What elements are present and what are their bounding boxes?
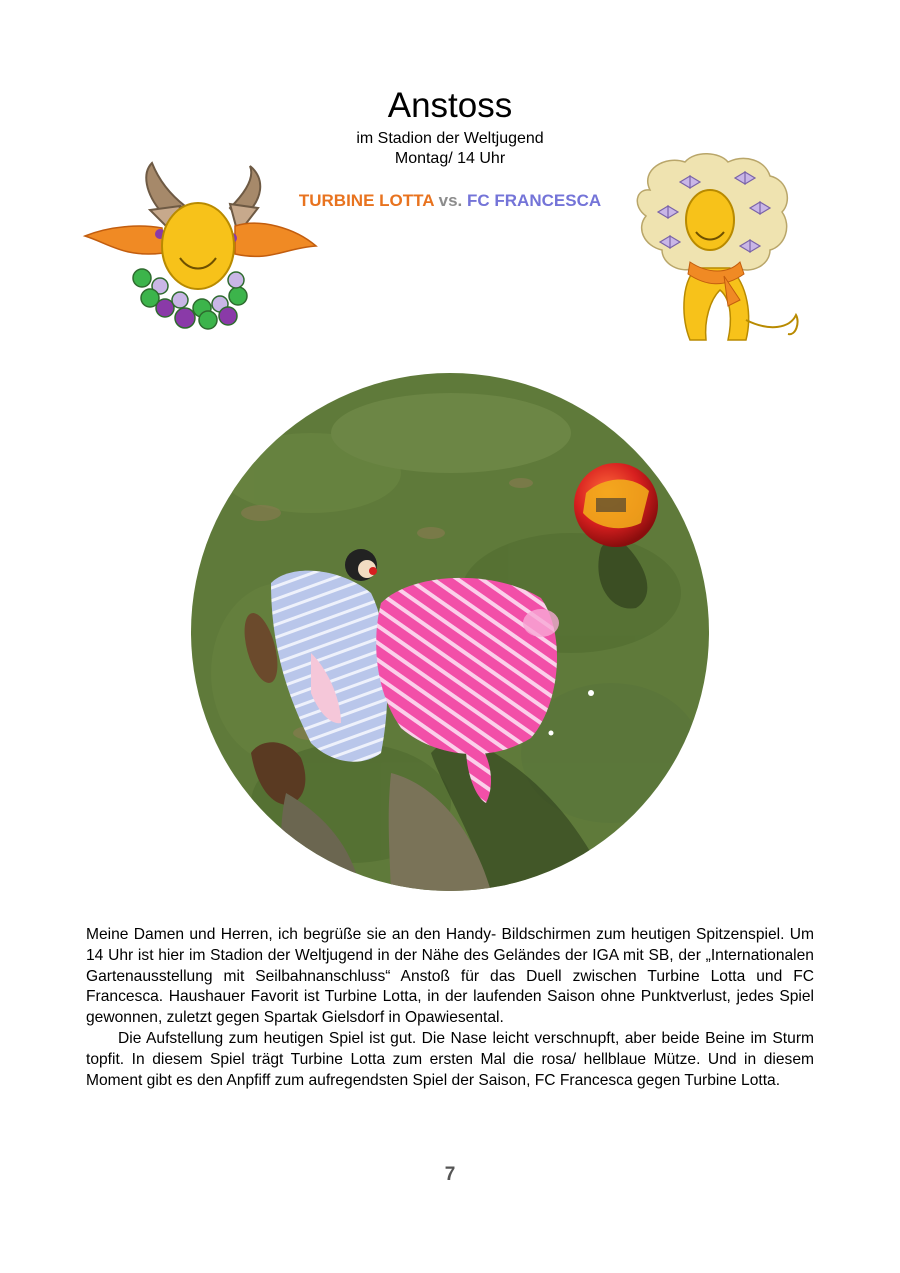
article-paragraph: Meine Damen und Herren, ich begrüße sie an den Handy- Bildschirmen zum heutigen Spitzenspiel. Um 14 Uhr ist hier im Stadion der Weltjugend in der Nähe des Geländes der IGA mit SB, der „Internationalen Gartenausstellung mit Seilbahnanschluss“ Anstoß für das Duell zwischen Turbine Lotta und FC Francesca. Haushauer Favorit ist Turbine Lotta, in der laufenden Saison ohne Punktverlust, jedes Spiel gewonnen, zuletzt gegen Spartak Gielsdorf in Opawiesental. [86, 926, 814, 1027]
article-paragraph: Die Aufstellung zum heutigen Spiel ist gut. Die Nase leicht verschnupft, aber beide Beine im Sturm topfit. In diesem Spiel trägt Turbine Lotta zum ersten Mal die rosa/ hellblaue Mütze. Und in diesem Moment gibt es den Anpfiff zum aufregendsten Spiel der Saison, FC Francesca gegen Turbine Lotta. [86, 1029, 814, 1089]
team-a-name: TURBINE LOTTA [298, 191, 434, 210]
lion-mascot-icon [620, 150, 805, 350]
time-line: Montag/ 14 Uhr [394, 150, 506, 167]
team-b-name: FC FRANCESCA [467, 191, 602, 210]
page-number: 7 [444, 1164, 456, 1185]
venue-line: im Stadion der Weltjugend [356, 130, 544, 147]
article-text [86, 925, 814, 1091]
vs-label: vs. [438, 191, 463, 210]
cow-mascot-icon [80, 158, 320, 336]
page-title: Anstoss [387, 86, 513, 125]
match-photo [191, 373, 709, 891]
